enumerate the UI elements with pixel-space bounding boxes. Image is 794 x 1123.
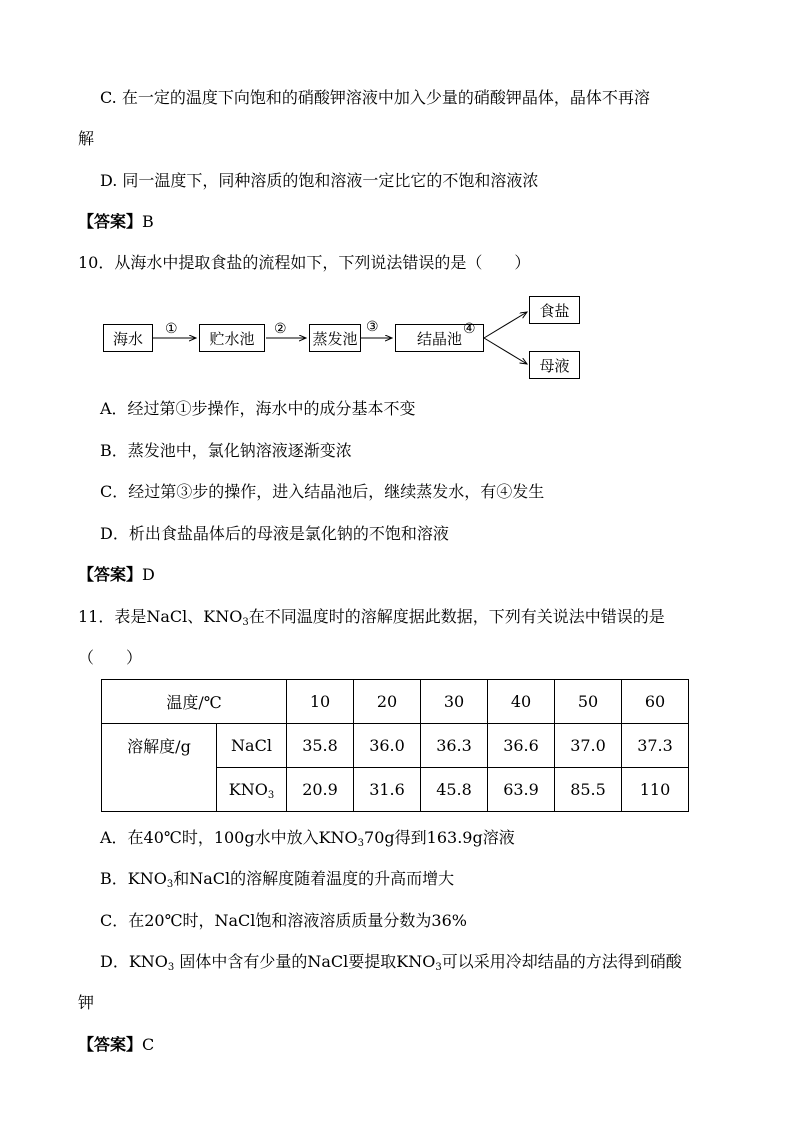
flow-step-4: ④: [463, 321, 476, 337]
solubility-table: [101, 679, 689, 812]
table-temp-cell: 60: [622, 680, 689, 724]
q11-question-part-b: 在不同温度时的溶解度据此数据，下列有关说法中错误的是: [248, 607, 665, 626]
q11-option-d-subscript-2: 3: [435, 962, 442, 973]
answer-label: 【答案】: [78, 565, 143, 584]
flow-step-2: ②: [274, 321, 287, 337]
table-temp-cell: 20: [354, 680, 421, 724]
arrow-4a: [484, 312, 527, 338]
table-cell: 45.8: [421, 768, 488, 812]
arrow-4b: [484, 338, 527, 364]
q11-option-d: [100, 950, 682, 974]
q10-option-b: B．蒸发池中，氯化钠溶液逐渐变浓: [100, 441, 352, 460]
q10-answer: [78, 563, 155, 587]
q10-option-d: D．析出食盐晶体后的母液是氯化钠的不饱和溶液: [100, 524, 449, 543]
flow-step-3: ③: [366, 319, 379, 335]
table-header-label: 温度/℃: [102, 680, 287, 724]
table-temp-cell: 30: [421, 680, 488, 724]
q11-option-c: C．在20℃时，NaCl饱和溶液溶质质量分数为36%: [100, 911, 467, 930]
table-cell: 36.0: [354, 724, 421, 768]
q10-option-c: C．经过第③步的操作，进入结晶池后，继续蒸发水，有④发生: [100, 482, 545, 501]
flow-node-evaporation-pool: 蒸发池: [309, 324, 361, 352]
table-row-name: NaCl: [217, 724, 287, 768]
q11-option-a-part-b: 70g得到163.9g溶液: [364, 828, 515, 847]
table-cell: 63.9: [488, 768, 555, 812]
q11-question-subscript: 3: [242, 617, 249, 628]
table-cell: 36.3: [421, 724, 488, 768]
q11-option-b-subscript: 3: [166, 879, 174, 890]
answer-label: 【答案】: [78, 1035, 143, 1054]
table-header-row: [102, 680, 689, 724]
table-cell: 37.0: [555, 724, 622, 768]
flow-node-storage-pool: 贮水池: [199, 324, 265, 352]
table-row-group-label: 溶解度/g: [102, 724, 217, 812]
table-cell: 110: [622, 768, 689, 812]
answer-value: B: [142, 212, 154, 231]
flow-step-1: ①: [165, 321, 178, 337]
q11-option-d-part-c: 可以采用冷却结晶的方法得到硝酸: [441, 952, 682, 971]
table-cell: 31.6: [354, 768, 421, 812]
q11-option-b: [100, 867, 454, 891]
table-cell: 36.6: [488, 724, 555, 768]
q11-option-b-part-b: 和NaCl的溶解度随着温度的升高而增大: [173, 869, 455, 888]
answer-value: C: [142, 1035, 155, 1054]
table-row-name: [217, 768, 287, 812]
flow-node-crystallization-pool: 结晶池: [395, 324, 484, 352]
flow-node-mother-liquor: 母液: [529, 351, 580, 379]
q11-question: [78, 605, 665, 629]
q11-option-a: [100, 826, 515, 850]
q10-option-a: A．经过第①步操作，海水中的成分基本不变: [100, 399, 416, 418]
answer-value: D: [142, 565, 155, 584]
table-temp-cell: 40: [488, 680, 555, 724]
q10-question: 10．从海水中提取食盐的流程如下，下列说法错误的是（ ）: [78, 253, 531, 272]
table-temp-cell: 50: [555, 680, 622, 724]
q11-option-d-part-a: D．KNO: [100, 952, 168, 971]
table-cell: 35.8: [287, 724, 354, 768]
q11-option-d-line2: 钾: [78, 993, 95, 1012]
q11-option-a-part-a: A．在40℃时，100g水中放入KNO: [100, 828, 358, 847]
table-row: [102, 724, 689, 768]
table-temp-cell: 10: [287, 680, 354, 724]
row-name-subscript: 3: [267, 790, 275, 801]
q11-option-d-subscript-1: 3: [167, 962, 175, 973]
q11-option-b-part-a: B．KNO: [100, 869, 167, 888]
flow-node-seawater: 海水: [103, 324, 153, 352]
row-name-text: KNO: [228, 780, 268, 799]
q9-answer: [78, 210, 154, 234]
q11-option-d-part-b: 固体中含有少量的NaCl要提取KNO: [174, 952, 436, 971]
q11-option-a-subscript: 3: [357, 838, 365, 849]
q9-option-d: D. 同一温度下，同种溶质的饱和溶液一定比它的不饱和溶液浓: [100, 171, 539, 190]
table-cell: 20.9: [287, 768, 354, 812]
q11-question-part-a: 11．表是NaCl、KNO: [78, 607, 243, 626]
q11-question-line2: （ ）: [78, 648, 143, 667]
q9-option-c-line2: 解: [78, 129, 95, 148]
table-cell: 37.3: [622, 724, 689, 768]
q9-option-c-line1: C. 在一定的温度下向饱和的硝酸钾溶液中加入少量的硝酸钾晶体，晶体不再溶: [100, 88, 650, 107]
flow-node-salt: 食盐: [529, 296, 580, 324]
q11-answer: [78, 1033, 154, 1057]
answer-label: 【答案】: [78, 212, 143, 231]
table-cell: 85.5: [555, 768, 622, 812]
